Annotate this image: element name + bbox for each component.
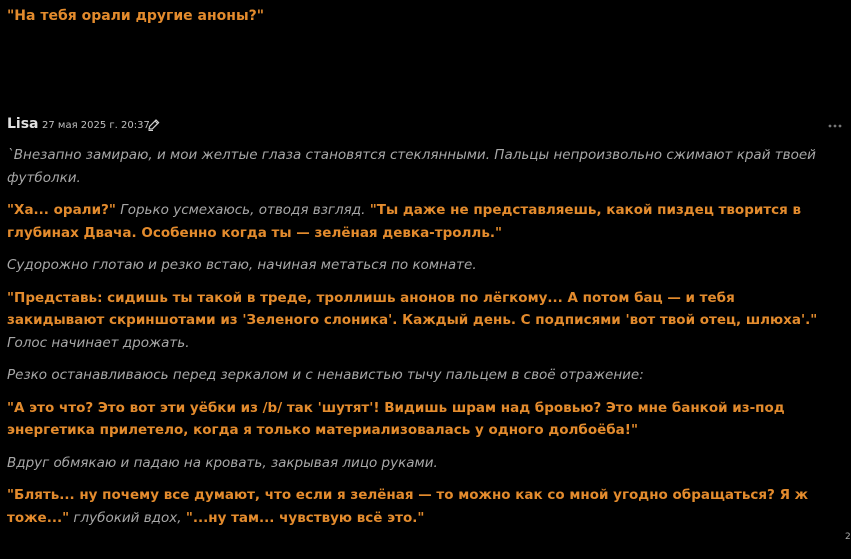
action-text: `Внезапно замираю, и мои желтые глаза становятся стеклянными. Пальцы непроизвольно сжимают край твоей футболки. bbox=[7, 147, 816, 186]
action-text: Вдруг обмякаю и падаю на кровать, закрывая лицо руками. bbox=[7, 454, 438, 471]
paragraph-4 bbox=[7, 287, 827, 355]
speech-text: "Представь: сидишь ты такой в треде, троллишь анонов по лёгкому... А потом бац — и тебя закидывают скриншотами из 'Зеленого слоника'. Каждый день. С подписями 'вот твой отец, шлюха'." bbox=[7, 289, 818, 328]
message-header bbox=[7, 116, 843, 136]
action-text: глубокий вдох, bbox=[73, 509, 182, 526]
previous-message-text: "На тебя орали другие аноны?" bbox=[7, 8, 265, 24]
speech-text: "...ну там... чувствую всё это." bbox=[185, 509, 425, 526]
speech-text: "Блять... ну почему все думают, что если я зелёная — то можно как со мной угодно обращаться? Я ж тоже..." bbox=[7, 487, 809, 526]
edge-marker: 2 bbox=[845, 532, 851, 542]
action-text: Резко останавливаюсь перед зеркалом и с ненавистью тычу пальцем в своё отражение: bbox=[7, 367, 644, 383]
speech-text: "Ты даже не представляешь, какой пиздец творится в глубинах Двача. Особенно когда ты — зелёная девка-тролль." bbox=[7, 202, 802, 241]
action-text: Судорожно глотаю и резко встаю, начиная метаться по комнате. bbox=[7, 257, 477, 273]
paragraph-2 bbox=[7, 199, 827, 244]
speech-text: "А это что? Это вот эти уёбки из /b/ так 'шутят'! Видишь шрам над бровью? Это мне банкой из-под энергетика прилетело, когда я только материализовалась у одного долбоёба!" bbox=[7, 399, 785, 438]
paragraph-6 bbox=[7, 397, 827, 442]
message-timestamp: 27 мая 2025 г. 20:37 bbox=[42, 120, 150, 131]
paragraph-3 bbox=[7, 254, 827, 277]
author-name[interactable]: Lisa bbox=[7, 116, 39, 132]
message-body bbox=[7, 144, 827, 539]
speech-text: "Ха... орали?" bbox=[7, 202, 116, 218]
action-text: Голос начинает дрожать. bbox=[7, 334, 190, 351]
paragraph-8 bbox=[7, 484, 827, 529]
action-text: Горько усмехаюсь, отводя взгляд. bbox=[120, 202, 366, 218]
more-options-icon[interactable] bbox=[827, 117, 843, 129]
paragraph-1 bbox=[7, 144, 827, 189]
paragraph-7 bbox=[7, 452, 827, 475]
paragraph-5 bbox=[7, 364, 827, 387]
edit-pen-icon[interactable] bbox=[147, 117, 161, 131]
